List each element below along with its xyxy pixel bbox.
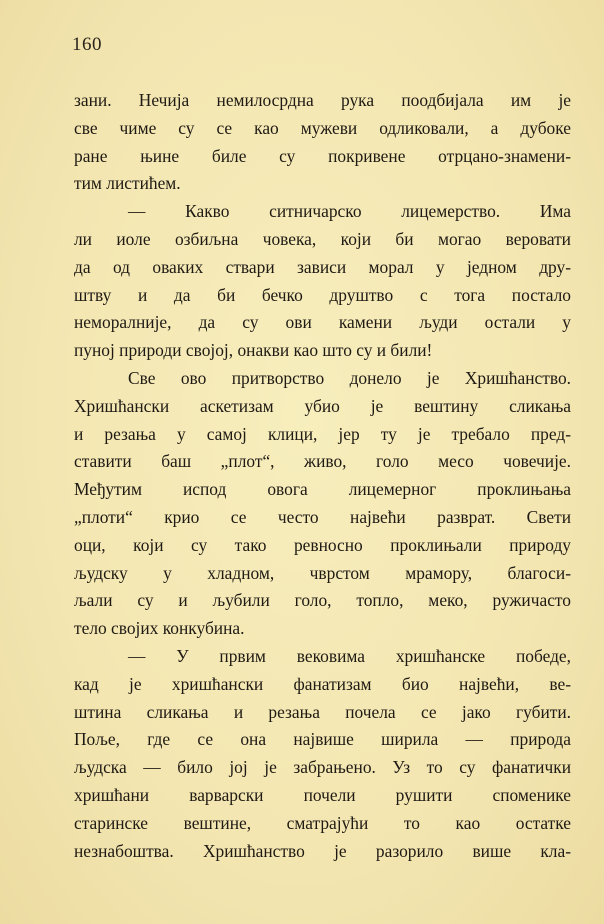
text-line: зани. Нечија немилосрдна рука поодбијала им је	[74, 90, 571, 110]
text-line: оци, који су тако ревносно проклињали природу	[74, 534, 571, 555]
text-line: штина сликања и резања почела се јако губити.	[74, 701, 571, 722]
text-line: тим листићем.	[74, 173, 181, 194]
text-line: ли иоле озбиљна човека, који би могао веровати	[74, 228, 571, 249]
text-line: и резања у самој клици, јер ту је требало пред-	[74, 423, 571, 444]
body-text	[74, 87, 571, 865]
text-line: — У првим вековима хришћанске победе,	[128, 645, 571, 666]
text-line: — Какво ситничарско лицемерство. Има	[128, 201, 571, 222]
text-line: „плоти“ крио се често највећи разврат. Свети	[74, 506, 571, 527]
text-line: Међутим испод овога лицемерног проклињања	[74, 479, 571, 500]
text-line: Хришћански аскетизам убио је вештину сликања	[74, 395, 571, 416]
text-line: ране њине биле су покривене отрцано-знамени-	[74, 145, 571, 166]
text-line: љали су и љубили голо, топло, меко, ружичасто	[74, 590, 571, 611]
text-line: да од оваких ствари зависи морал у једном дру-	[74, 256, 571, 277]
text-line: тело својих конкубина.	[74, 618, 245, 639]
text-line: старинске вештине, сматрајући то као остатке	[74, 812, 571, 833]
text-line: људска — било јој је забрањено. Уз то су фанатички	[74, 757, 571, 778]
text-line: Све ово притворство донело је Хришћанство.	[128, 367, 571, 388]
text-line: кад је хришћански фанатизам био највећи, ве-	[74, 673, 571, 694]
text-line: пуној природи својој, онакви као што су и били!	[74, 340, 433, 361]
text-line: неморалније, да су ови камени људи остали у	[74, 312, 571, 333]
page-number: 160	[72, 34, 102, 55]
text-line: Поље, где се она највише ширила — природа	[74, 729, 571, 750]
text-line: људску у хладном, чврстом мрамору, благоси-	[74, 562, 571, 583]
text-line: све чиме су се као мужеви одликовали, а дубоке	[74, 117, 571, 138]
text-line: ставити баш „плот“, живо, голо месо човечије.	[74, 451, 571, 472]
text-line: незнабоштва. Хришћанство је разорило више кла-	[74, 840, 571, 861]
text-line: хришћани варварски почели рушити споменике	[74, 784, 571, 805]
text-line: штву и да би бечко друштво с тога постало	[74, 284, 571, 305]
